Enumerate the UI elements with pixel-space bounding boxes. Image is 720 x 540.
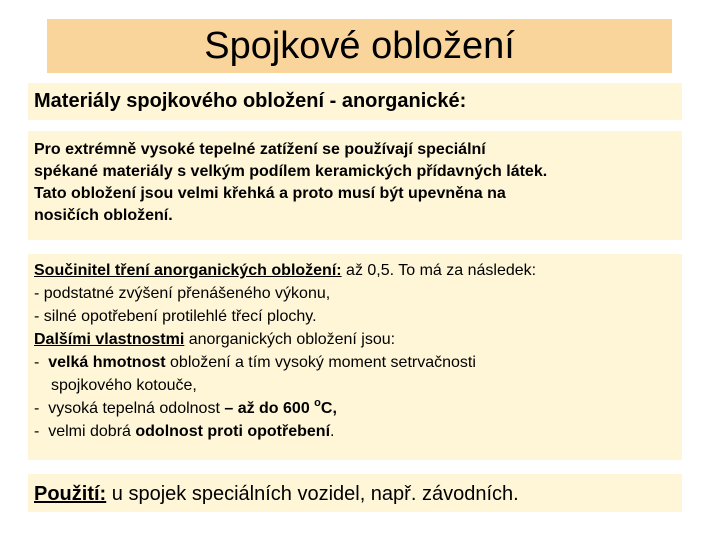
- intro-box: [28, 131, 682, 240]
- further-properties-line: [34, 328, 682, 351]
- property-unit: C,: [320, 400, 337, 417]
- property-bold: velká hmotnost: [48, 354, 166, 371]
- intro-paragraph: [34, 139, 682, 227]
- friction-label: Součinitel tření anorganických obložení:: [34, 262, 342, 279]
- consequence-item: - podstatné zvýšení přenášeného výkonu,: [34, 285, 331, 302]
- property-text: obložení a tím vysoký moment setrvačnosti: [165, 354, 476, 371]
- friction-text: až 0,5. To má za následek:: [341, 262, 537, 279]
- usage-label: Použití:: [34, 483, 107, 505]
- subtitle: Materiály spojkového obložení - anorganické:: [34, 90, 467, 112]
- property-bold: odolnost proti opotřebení: [135, 423, 331, 440]
- degree-symbol: o: [314, 397, 321, 409]
- property-item-continuation: spojkového kotouče,: [51, 377, 197, 394]
- property-end: .: [330, 423, 335, 440]
- property-text: - velmi dobrá: [34, 423, 136, 440]
- property-bold: – až do 600: [224, 400, 315, 417]
- consequence-item: - silné opotřebení protilehlé třecí plochy.: [34, 308, 317, 325]
- property-item: [34, 351, 682, 374]
- property-dash: -: [34, 354, 49, 371]
- intro-line: Pro extrémně vysoké tepelné zatížení se používají speciální: [34, 141, 486, 158]
- further-label: Dalšími vlastnostmi: [34, 331, 185, 348]
- property-item: [34, 420, 682, 443]
- subtitle-box: [28, 83, 682, 120]
- intro-line: Tato obložení jsou velmi křehká a proto musí být upevněna na: [34, 185, 506, 202]
- usage-line: [34, 482, 682, 506]
- usage-text: u spojek speciálních vozidel, např. závodních.: [106, 483, 519, 505]
- intro-line: nosičích obložení.: [34, 207, 173, 224]
- friction-line: [34, 259, 682, 282]
- property-item: [34, 397, 682, 420]
- further-text: anorganických obložení jsou:: [184, 331, 396, 348]
- page-title: Spojkové obložení: [204, 25, 515, 67]
- usage-box: [28, 474, 682, 512]
- intro-line: spékané materiály s velkým podílem keramických přídavných látek.: [34, 163, 548, 180]
- property-text: - vysoká tepelná odolnost: [34, 400, 225, 417]
- title-banner: [47, 19, 672, 73]
- properties-box: [28, 254, 682, 460]
